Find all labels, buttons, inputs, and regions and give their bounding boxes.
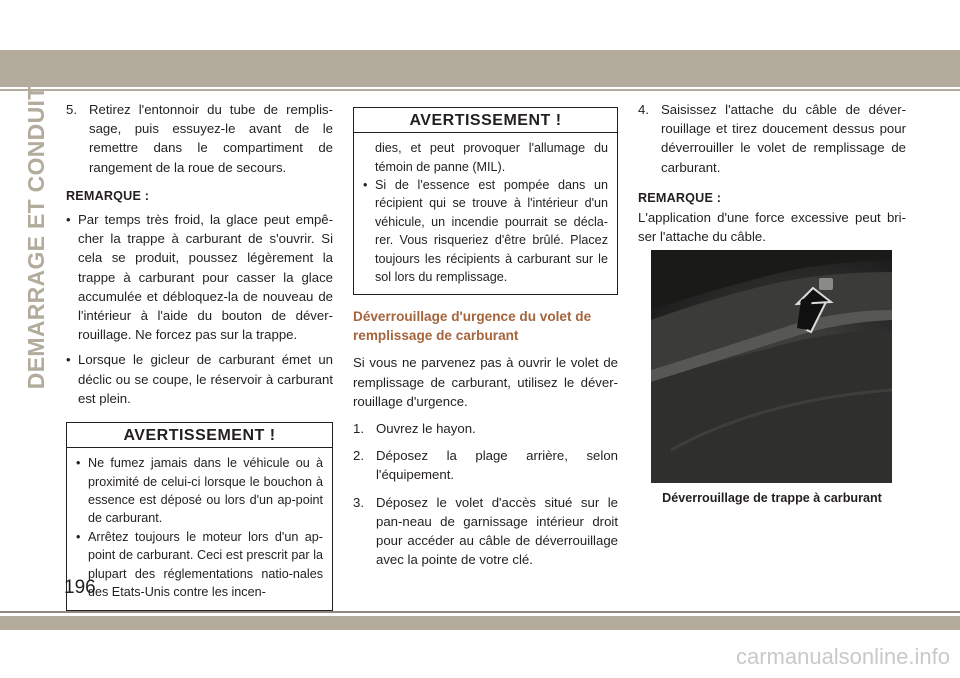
step-number: 4. bbox=[638, 102, 649, 117]
bullet-text: Arrêtez toujours le moteur lors d'un ap-point de carburant. Ceci est prescrit par la plupart des réglementations natio-nales des Etats-Unis contre les incen- bbox=[88, 529, 323, 600]
warning-box-continued bbox=[353, 107, 618, 295]
warning-title: AVERTISSEMENT ! bbox=[67, 423, 332, 448]
warning-bullet bbox=[363, 176, 608, 286]
section-side-tab-label: DEMARRAGE ET CONDUITE bbox=[23, 69, 50, 389]
step-text: Ouvrez le hayon. bbox=[376, 421, 476, 437]
warning-bullet bbox=[76, 454, 323, 528]
fuel-door-release-photo bbox=[651, 250, 892, 483]
warning-title: AVERTISSEMENT ! bbox=[354, 108, 617, 133]
step-text: Déposez la plage arrière, selon l'équipement. bbox=[376, 448, 618, 483]
bullet-icon: • bbox=[66, 352, 71, 368]
warning-continuation: dies, et peut provoquer l'allumage du témoin de panne (MIL). bbox=[375, 141, 608, 174]
section-side-tab bbox=[23, 69, 51, 389]
bullet-text: Si de l'essence est pompée dans un récipient qui se trouve à l'intérieur d'un véhicule, un incendie pourrait se décla-rer. Vous risqueriez d'être brûlé. Placez toujours les récipients à carburant sur le sol lors du remplissage. bbox=[375, 178, 608, 285]
step-text: Retirez l'entonnoir du tube de remplis-sage, puis essuyez-le avant de le remettre dans le compartiment de rangement de la roue de secours. bbox=[89, 102, 333, 175]
bullet-icon: • bbox=[76, 456, 81, 471]
section-heading: Déverrouillage d'urgence du volet de remplissage de carburant bbox=[353, 309, 592, 344]
warning-bullet bbox=[76, 528, 323, 602]
footer-band bbox=[0, 616, 960, 630]
intro-paragraph: Si vous ne parvenez pas à ouvrir le volet de remplissage de carburant, utilisez le déver-rouillage d'urgence. bbox=[353, 355, 618, 409]
column-right bbox=[638, 100, 906, 509]
step-1 bbox=[353, 419, 618, 438]
step-text: Déposez le volet d'accès situé sur le pan-neau de garnissage intérieur droit pour accéder au câble de déverrouillage avec la pointe de votre clé. bbox=[376, 494, 618, 568]
bullet-icon: • bbox=[66, 212, 71, 228]
step-2 bbox=[353, 446, 618, 484]
bullet-icon: • bbox=[363, 178, 368, 193]
step-number: 3. bbox=[353, 494, 364, 510]
warning-box bbox=[66, 422, 333, 610]
remark-label: REMARQUE : bbox=[66, 188, 150, 203]
page-number: 196 bbox=[64, 577, 96, 598]
bullet-text: Lorsque le gicleur de carburant émet un déclic ou se coupe, le réservoir à carburant est plein. bbox=[78, 352, 333, 406]
step-4 bbox=[638, 100, 906, 177]
remark-label: REMARQUE : bbox=[638, 190, 722, 205]
bullet-icon: • bbox=[76, 529, 81, 544]
step-5 bbox=[66, 100, 333, 177]
footer-rule bbox=[0, 611, 960, 613]
column-left bbox=[66, 100, 333, 611]
watermark: carmanualsonline.info bbox=[735, 644, 950, 669]
remark-bullet bbox=[66, 210, 333, 344]
bullet-text: Par temps très froid, la glace peut empê-cher la trappe à carburant de s'ouvrir. Si cela se produit, poussez légèrement la trappe à carburant pour casser la glace accumulée et débloquez-la de nouveau de l'intérieur à l'aide du bouton de déver-rouillage. Ne forcez pas sur la trappe. bbox=[78, 212, 333, 343]
photo-illustration bbox=[651, 250, 892, 483]
header-band bbox=[0, 50, 960, 87]
step-number: 1. bbox=[353, 421, 364, 437]
remark-text: L'application d'une force excessive peut bri-ser l'attache du câble. bbox=[638, 210, 906, 245]
photo-caption: Déverrouillage de trappe à carburant bbox=[662, 491, 882, 506]
remark-bullet bbox=[66, 350, 333, 408]
step-3 bbox=[353, 493, 618, 570]
step-number: 5. bbox=[66, 102, 77, 117]
bullet-text: Ne fumez jamais dans le véhicule ou à proximité de celui-ci lorsque le bouchon à essence est déposé ou lors d'un ap-point de carburant. bbox=[88, 456, 323, 526]
column-middle bbox=[353, 100, 618, 577]
header-rule bbox=[0, 89, 960, 91]
step-text: Saisissez l'attache du câble de déver-rouillage et tirez doucement dessus pour déverrouiller le volet de remplissage de carburant. bbox=[661, 102, 906, 175]
step-number: 2. bbox=[353, 448, 364, 464]
